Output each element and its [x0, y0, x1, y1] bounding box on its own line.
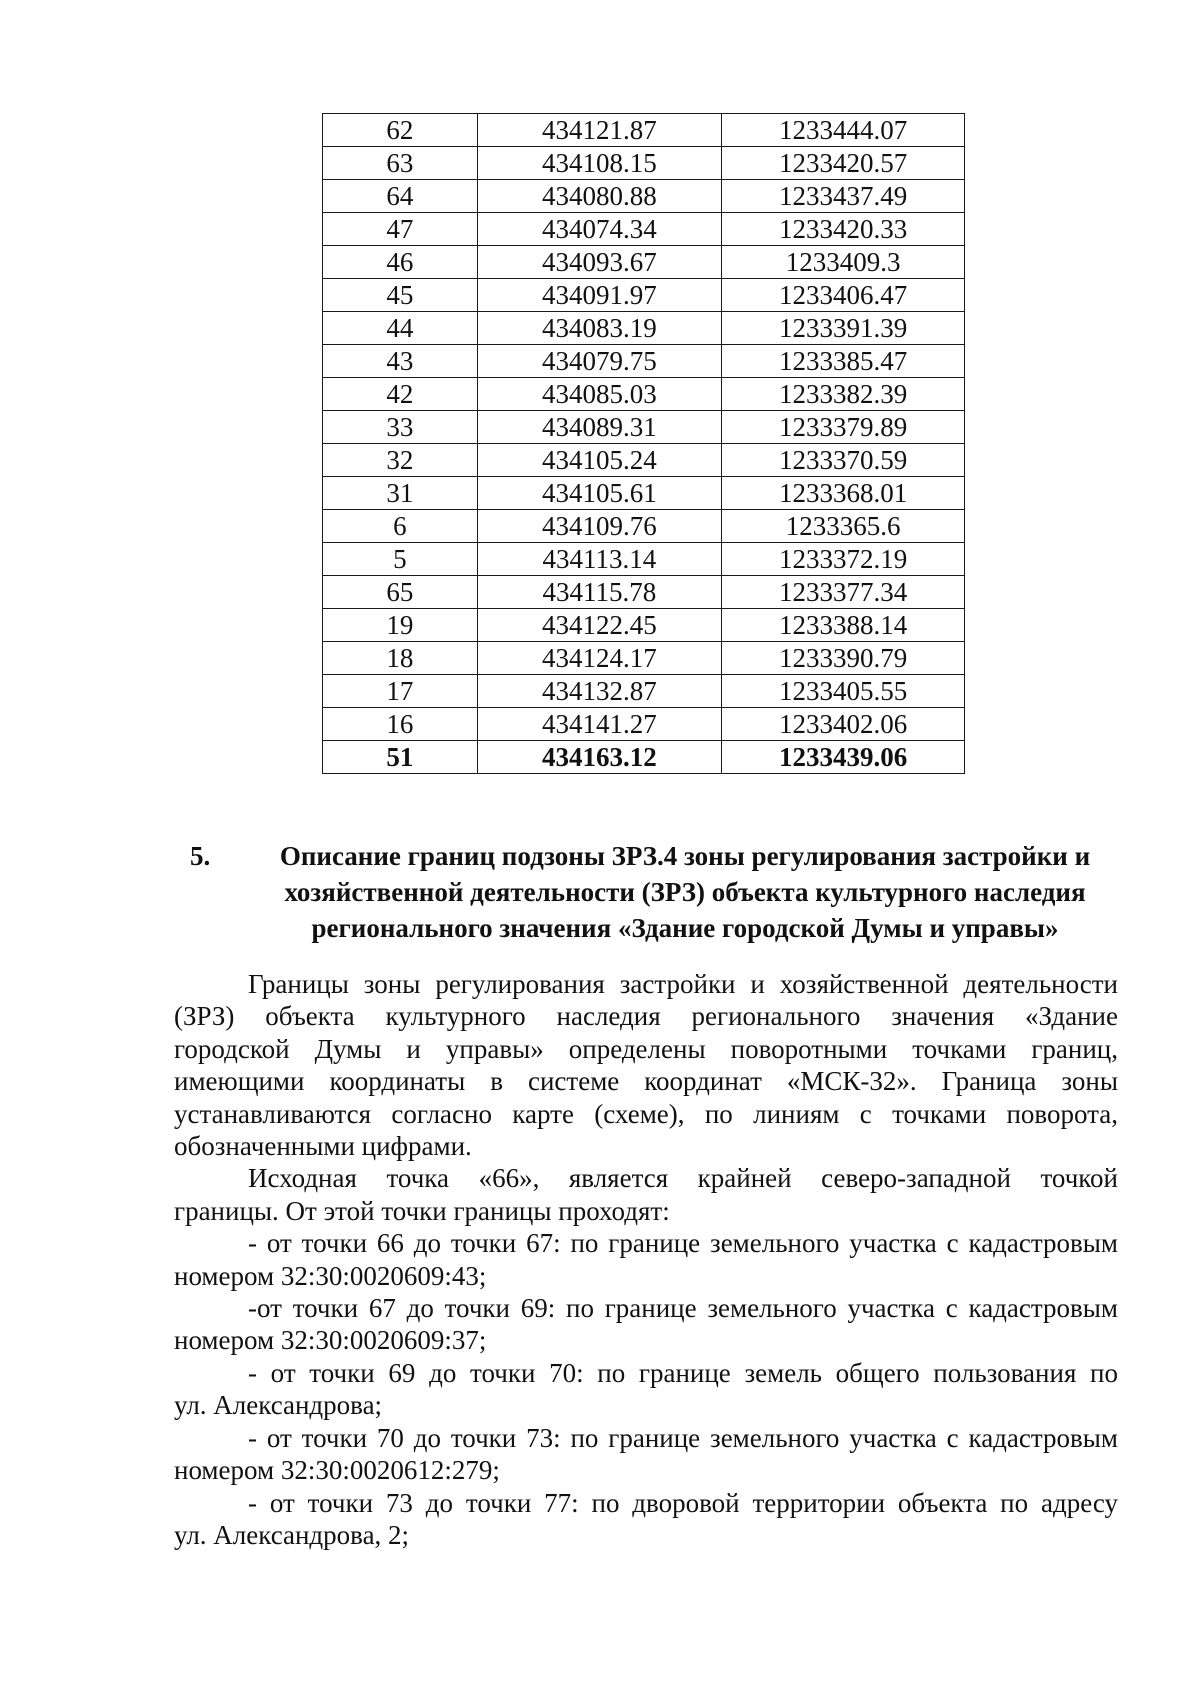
table-row	[323, 576, 965, 609]
list-item-line: номером 32:30:0020609:37;	[174, 1325, 487, 1356]
x-coordinate-cell: 434105.61	[477, 477, 722, 510]
y-coordinate-cell: 1233372.19	[722, 543, 965, 576]
point-number-cell: 51	[323, 741, 478, 774]
x-coordinate-cell: 434074.34	[477, 213, 722, 246]
table-row	[323, 477, 965, 510]
x-coordinate-cell: 434121.87	[477, 114, 722, 147]
y-coordinate-cell: 1233388.14	[722, 609, 965, 642]
paragraph-line: границы. От этой точки границы проходят:	[174, 1195, 670, 1226]
x-coordinate-cell: 434089.31	[477, 411, 722, 444]
x-coordinate-cell: 434091.97	[477, 279, 722, 312]
point-number-cell: 62	[323, 114, 478, 147]
list-item-line: ул. Александрова, 2;	[174, 1519, 410, 1550]
point-number-cell: 33	[323, 411, 478, 444]
y-coordinate-cell: 1233382.39	[722, 378, 965, 411]
list-item-line: - от точки 73 до точки 77: по дворовой территории объекта по адресу	[248, 1487, 1118, 1518]
point-number-cell: 31	[323, 477, 478, 510]
section-title-line: Описание границ подзоны ЗРЗ.4 зоны регулирования застройки и	[279, 841, 1091, 871]
point-number-cell: 65	[323, 576, 478, 609]
table-row	[323, 444, 965, 477]
x-coordinate-cell: 434080.88	[477, 180, 722, 213]
x-coordinate-cell: 434163.12	[477, 741, 722, 774]
point-number-cell: 43	[323, 345, 478, 378]
table-row	[323, 147, 965, 180]
point-number-cell: 6	[323, 510, 478, 543]
y-coordinate-cell: 1233385.47	[722, 345, 965, 378]
y-coordinate-cell: 1233420.57	[722, 147, 965, 180]
paragraph-line: устанавливаются согласно карте (схеме), по линиям с точками поворота,	[174, 1098, 1118, 1129]
y-coordinate-cell: 1233409.3	[722, 246, 965, 279]
x-coordinate-cell: 434122.45	[477, 609, 722, 642]
point-number-cell: 64	[323, 180, 478, 213]
table-row	[323, 246, 965, 279]
point-number-cell: 47	[323, 213, 478, 246]
y-coordinate-cell: 1233365.6	[722, 510, 965, 543]
paragraph-line: (ЗРЗ) объекта культурного наследия регионального значения «Здание	[174, 1001, 1118, 1032]
x-coordinate-cell: 434079.75	[477, 345, 722, 378]
table-row	[323, 312, 965, 345]
list-item-line: номером 32:30:0020612:279;	[174, 1455, 500, 1486]
section-title-line: регионального значения «Здание городской Думы и управы»	[311, 913, 1059, 943]
paragraph-line: Исходная точка «66», является крайней северо-западной точкой	[248, 1163, 1118, 1194]
point-number-cell: 46	[323, 246, 478, 279]
table-row	[323, 675, 965, 708]
table-row	[323, 279, 965, 312]
x-coordinate-cell: 434085.03	[477, 378, 722, 411]
table-row	[323, 213, 965, 246]
point-number-cell: 42	[323, 378, 478, 411]
y-coordinate-cell: 1233420.33	[722, 213, 965, 246]
point-number-cell: 16	[323, 708, 478, 741]
y-coordinate-cell: 1233390.79	[722, 642, 965, 675]
paragraph-line: городской Думы и управы» определены поворотными точками границ,	[174, 1033, 1118, 1064]
section-body	[174, 968, 1118, 1551]
y-coordinate-cell: 1233405.55	[722, 675, 965, 708]
section-heading	[190, 838, 1120, 946]
coordinates-table	[322, 113, 965, 774]
list-item-line: - от точки 70 до точки 73: по границе земельного участка с кадастровым	[248, 1422, 1118, 1453]
x-coordinate-cell: 434108.15	[477, 147, 722, 180]
paragraph-line: Границы зоны регулирования застройки и хозяйственной деятельности	[248, 969, 1118, 999]
table-row	[323, 114, 965, 147]
x-coordinate-cell: 434109.76	[477, 510, 722, 543]
y-coordinate-cell: 1233402.06	[722, 708, 965, 741]
x-coordinate-cell: 434113.14	[477, 543, 722, 576]
paragraph-line: имеющими координаты в системе координат «МСК-32». Граница зоны	[174, 1066, 1118, 1097]
y-coordinate-cell: 1233439.06	[722, 741, 965, 774]
x-coordinate-cell: 434115.78	[477, 576, 722, 609]
table-row	[323, 609, 965, 642]
x-coordinate-cell: 434124.17	[477, 642, 722, 675]
table-row	[323, 510, 965, 543]
paragraph-line: обозначенными цифрами.	[174, 1131, 472, 1162]
table-row	[323, 345, 965, 378]
point-number-cell: 18	[323, 642, 478, 675]
y-coordinate-cell: 1233444.07	[722, 114, 965, 147]
point-number-cell: 32	[323, 444, 478, 477]
x-coordinate-cell: 434141.27	[477, 708, 722, 741]
table-row	[323, 642, 965, 675]
table-row	[323, 411, 965, 444]
y-coordinate-cell: 1233377.34	[722, 576, 965, 609]
list-item-line: - от точки 66 до точки 67: по границе земельного участка с кадастровым	[248, 1228, 1118, 1259]
list-item-line: -от точки 67 до точки 69: по границе земельного участка с кадастровым	[248, 1293, 1118, 1324]
y-coordinate-cell: 1233368.01	[722, 477, 965, 510]
x-coordinate-cell: 434105.24	[477, 444, 722, 477]
y-coordinate-cell: 1233437.49	[722, 180, 965, 213]
point-number-cell: 19	[323, 609, 478, 642]
y-coordinate-cell: 1233370.59	[722, 444, 965, 477]
table-row	[323, 708, 965, 741]
list-item-line: ул. Александрова;	[174, 1390, 383, 1421]
table-row-final	[323, 741, 965, 774]
point-number-cell: 5	[323, 543, 478, 576]
x-coordinate-cell: 434132.87	[477, 675, 722, 708]
y-coordinate-cell: 1233379.89	[722, 411, 965, 444]
list-item-line: - от точки 69 до точки 70: по границе земель общего пользования по	[248, 1357, 1118, 1388]
coordinates-table-body	[323, 114, 965, 774]
x-coordinate-cell: 434083.19	[477, 312, 722, 345]
section-number: 5.	[190, 841, 211, 871]
point-number-cell: 17	[323, 675, 478, 708]
point-number-cell: 45	[323, 279, 478, 312]
table-row	[323, 378, 965, 411]
point-number-cell: 63	[323, 147, 478, 180]
list-item-line: номером 32:30:0020609:43;	[174, 1260, 487, 1291]
table-row	[323, 180, 965, 213]
table-row	[323, 543, 965, 576]
section-title-line: хозяйственной деятельности (ЗРЗ) объекта культурного наследия	[284, 877, 1086, 907]
point-number-cell: 44	[323, 312, 478, 345]
y-coordinate-cell: 1233391.39	[722, 312, 965, 345]
y-coordinate-cell: 1233406.47	[722, 279, 965, 312]
x-coordinate-cell: 434093.67	[477, 246, 722, 279]
